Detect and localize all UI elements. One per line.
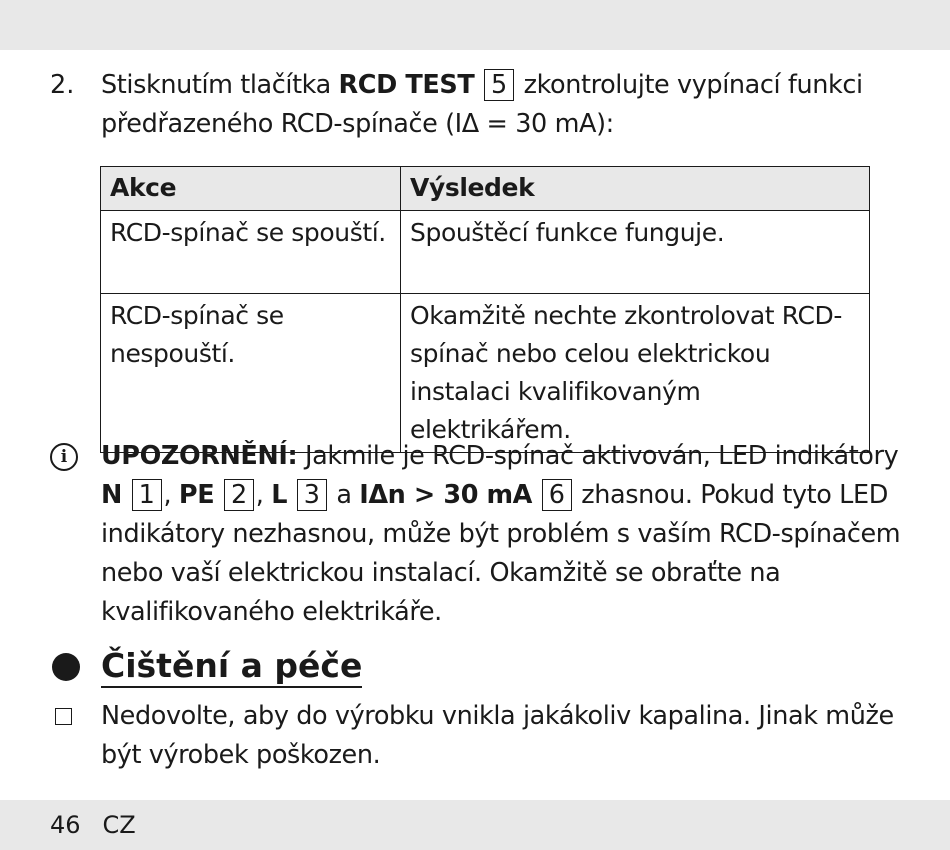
table-cell-action: RCD-spínač se spouští. bbox=[101, 211, 401, 294]
page-footer bbox=[50, 810, 158, 840]
note-paragraph bbox=[101, 437, 901, 632]
result-table bbox=[100, 166, 870, 453]
header-action: Akce bbox=[101, 167, 401, 211]
step-text-before: Stisknutím tlačítka bbox=[101, 70, 339, 100]
note-text: zhasnou. Pokud tyto LED indikátory nezhasnou, může být problém s vaším RCD-spínačem nebo vaší elektrickou instalací. Okamžitě se obraťte na kvalifikovaného elektrikáře. bbox=[101, 480, 901, 627]
info-icon: i bbox=[50, 443, 78, 471]
note-label: UPOZORNĚNÍ: bbox=[101, 441, 298, 471]
page-number: 46 bbox=[50, 811, 81, 839]
note-separator: a bbox=[328, 480, 360, 510]
section-heading: Čištění a péče bbox=[101, 646, 362, 688]
led-l-label: L bbox=[271, 480, 288, 510]
note-separator: , bbox=[163, 480, 179, 510]
table-cell-result: Spouštěcí funkce funguje. bbox=[401, 211, 870, 294]
header-result: Výsledek bbox=[401, 167, 870, 211]
section-bullet-icon bbox=[52, 653, 80, 681]
table-row bbox=[101, 294, 870, 453]
table-header-row bbox=[101, 167, 870, 211]
note-text: Jakmile je RCD-spínač aktivován, LED indikátory bbox=[297, 441, 899, 471]
step-text-after: zkontrolujte vypínací funkci předřazeného RCD-spínače (IΔ = 30 mA): bbox=[101, 70, 863, 139]
led-pe-label: PE bbox=[178, 480, 215, 510]
led-n-box: 1 bbox=[132, 479, 162, 511]
language-code: CZ bbox=[102, 811, 136, 839]
step-number: 2. bbox=[50, 70, 75, 100]
note-separator: , bbox=[255, 480, 272, 510]
button-number-box: 5 bbox=[484, 69, 514, 101]
led-idn-box: 6 bbox=[542, 479, 572, 511]
led-idn-label: IΔn > 30 mA bbox=[359, 480, 533, 510]
led-l-box: 3 bbox=[297, 479, 327, 511]
checkbox-icon bbox=[55, 708, 72, 725]
table-row bbox=[101, 211, 870, 294]
step-instruction bbox=[101, 66, 901, 144]
led-pe-box: 2 bbox=[224, 479, 254, 511]
top-band bbox=[0, 0, 950, 50]
rcd-test-label: RCD TEST bbox=[338, 70, 475, 100]
table-cell-action: RCD-spínač se nespouští. bbox=[101, 294, 401, 453]
table-cell-result: Okamžitě nechte zkontrolovat RCD-spínač nebo celou elektrickou instalaci kvalifikovaným elektrikářem. bbox=[401, 294, 870, 453]
led-n-label: N bbox=[101, 480, 122, 510]
care-instruction: Nedovolte, aby do výrobku vnikla jakákoliv kapalina. Jinak může být výrobek poškozen. bbox=[101, 701, 894, 770]
